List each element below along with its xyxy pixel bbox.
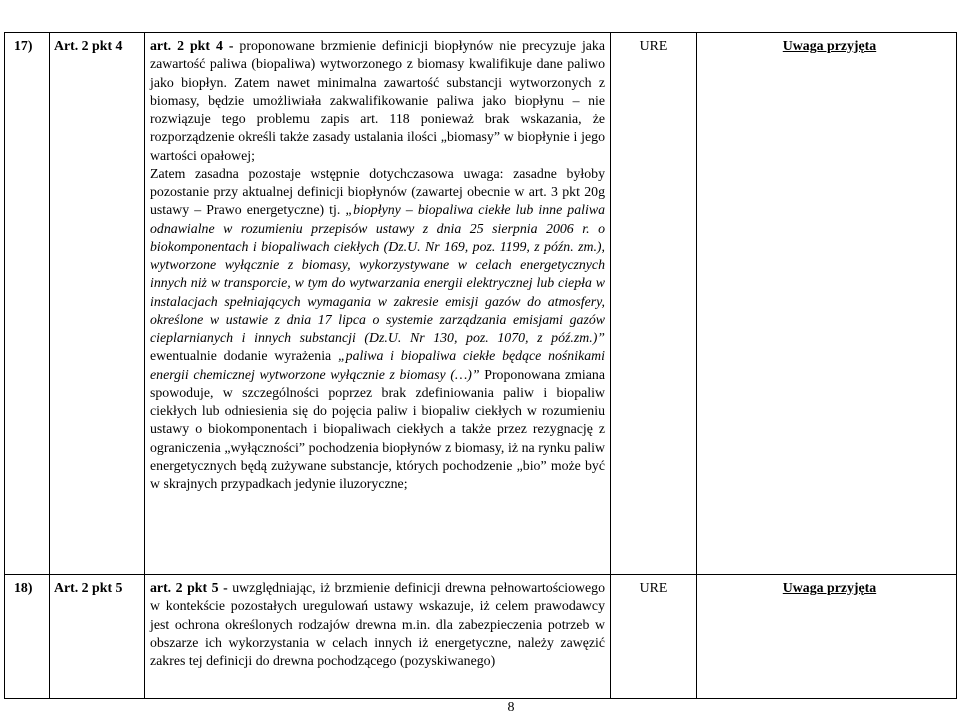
table-row bbox=[5, 33, 957, 575]
comment-lead: art. 2 pkt 5 - bbox=[150, 580, 228, 595]
comment-paragraph: Proponowana zmiana spowoduje, w szczególności poprzez brak zdefiniowania paliw i biopaliw ciekłych lub odniesienia się do pojęcia paliw i biopaliw ciekłych w rozumieniu ustawy o biokomponentach i biopaliwach ciekłych a także przez rezygnację z ograniczenia „wyłączności” pochodzenia biopłynów z biomasy, iż na rynku paliw energetycznych będą zużywane substancje, których pochodzenie „bio” może być w skrajnych przypadkach jedynie iluzoryczne; bbox=[150, 366, 605, 491]
article-reference: Art. 2 pkt 4 bbox=[50, 33, 145, 575]
comment-paragraph: uwzględniając, iż brzmienie definicji drewna pełnowartościowego w kontekście pozostałych uregulowań ustawy wskazuje, iż celem prawodawcy jest ochrona określonych rodzajów drewna m.in. dla zabezpieczenia potrzeb w obszarze ich wykorzystania w celach innych iż energetyczne, należy zawęzić zakres tej definicji do drewna pochodzącego (pozyskiwanego) bbox=[150, 580, 605, 668]
quoted-definition: „biopłyny – biopaliwa ciekłe lub inne paliwa odnawialne w rozumieniu przepisów ustawy z dnia 25 sierpnia 2006 r. o biokomponentach i biopaliwach ciekłych (Dz.U. Nr 169, poz. 1199, z późn. zm.), wytworzone wyłącznie z biomasy, wykorzystywane w celach energetycznych innych niż w transporcie, w tym do wytwarzania energii elektrycznej lub ciepła w instalacjach spełniających wymagania w zakresie emisji gazów do atmosfery, określone w ustawie z dnia 17 lipca o systemie zarządzania emisjami gazów cieplarnianych i innych substancji (Dz.U. Nr 130, poz. 1070, z póź.zm.)” bbox=[150, 202, 605, 345]
response-status: Uwaga przyjęta bbox=[697, 575, 957, 699]
comment-paragraph: proponowane brzmienie definicji biopłynów nie precyzuje jaka zawartość paliwa (biopaliwa) wytworzonego z biomasy kwalifikuje dane paliwo jako biopłyn. Zatem nawet minimalna zawartość substancji wytworzonych z biomasy, będzie umożliwiała zakwalifikowanie paliwa jako biopłynu – nie rozwiązuje tego problemu zapis art. 118 ponieważ brak wskazania, że rozporządzenie określi także zasady ustalania ilości „biomasy” w biopłynie i jego wartości opałowej; bbox=[150, 38, 605, 163]
comment-text bbox=[145, 575, 611, 699]
row-number: 17) bbox=[5, 33, 50, 575]
page-number: 8 bbox=[507, 700, 515, 715]
comment-author: URE bbox=[611, 33, 697, 575]
table-row bbox=[5, 575, 957, 699]
comment-paragraph: Zatem zasadna pozostaje wstępnie dotychczasowa uwaga: zasadne byłoby pozostanie przy aktualnej definicji biopłynów (zawartej obecnie w art. 3 pkt 20g ustawy – Prawo energetyczne) tj. bbox=[150, 165, 605, 218]
response-status: Uwaga przyjęta bbox=[697, 33, 957, 575]
article-reference: Art. 2 pkt 5 bbox=[50, 575, 145, 699]
comment-author: URE bbox=[611, 575, 697, 699]
quoted-definition: „paliwa i biopaliwa ciekłe będące nośnikami energii chemicznej wytworzone wyłącznie z biomasy (…)” bbox=[150, 348, 605, 382]
comment-lead: art. 2 pkt 4 - bbox=[150, 38, 234, 53]
comments-table bbox=[4, 32, 957, 699]
comment-text bbox=[145, 33, 611, 575]
row-number: 18) bbox=[5, 575, 50, 699]
comment-paragraph: ewentualnie dodanie wyrażenia bbox=[150, 348, 338, 364]
